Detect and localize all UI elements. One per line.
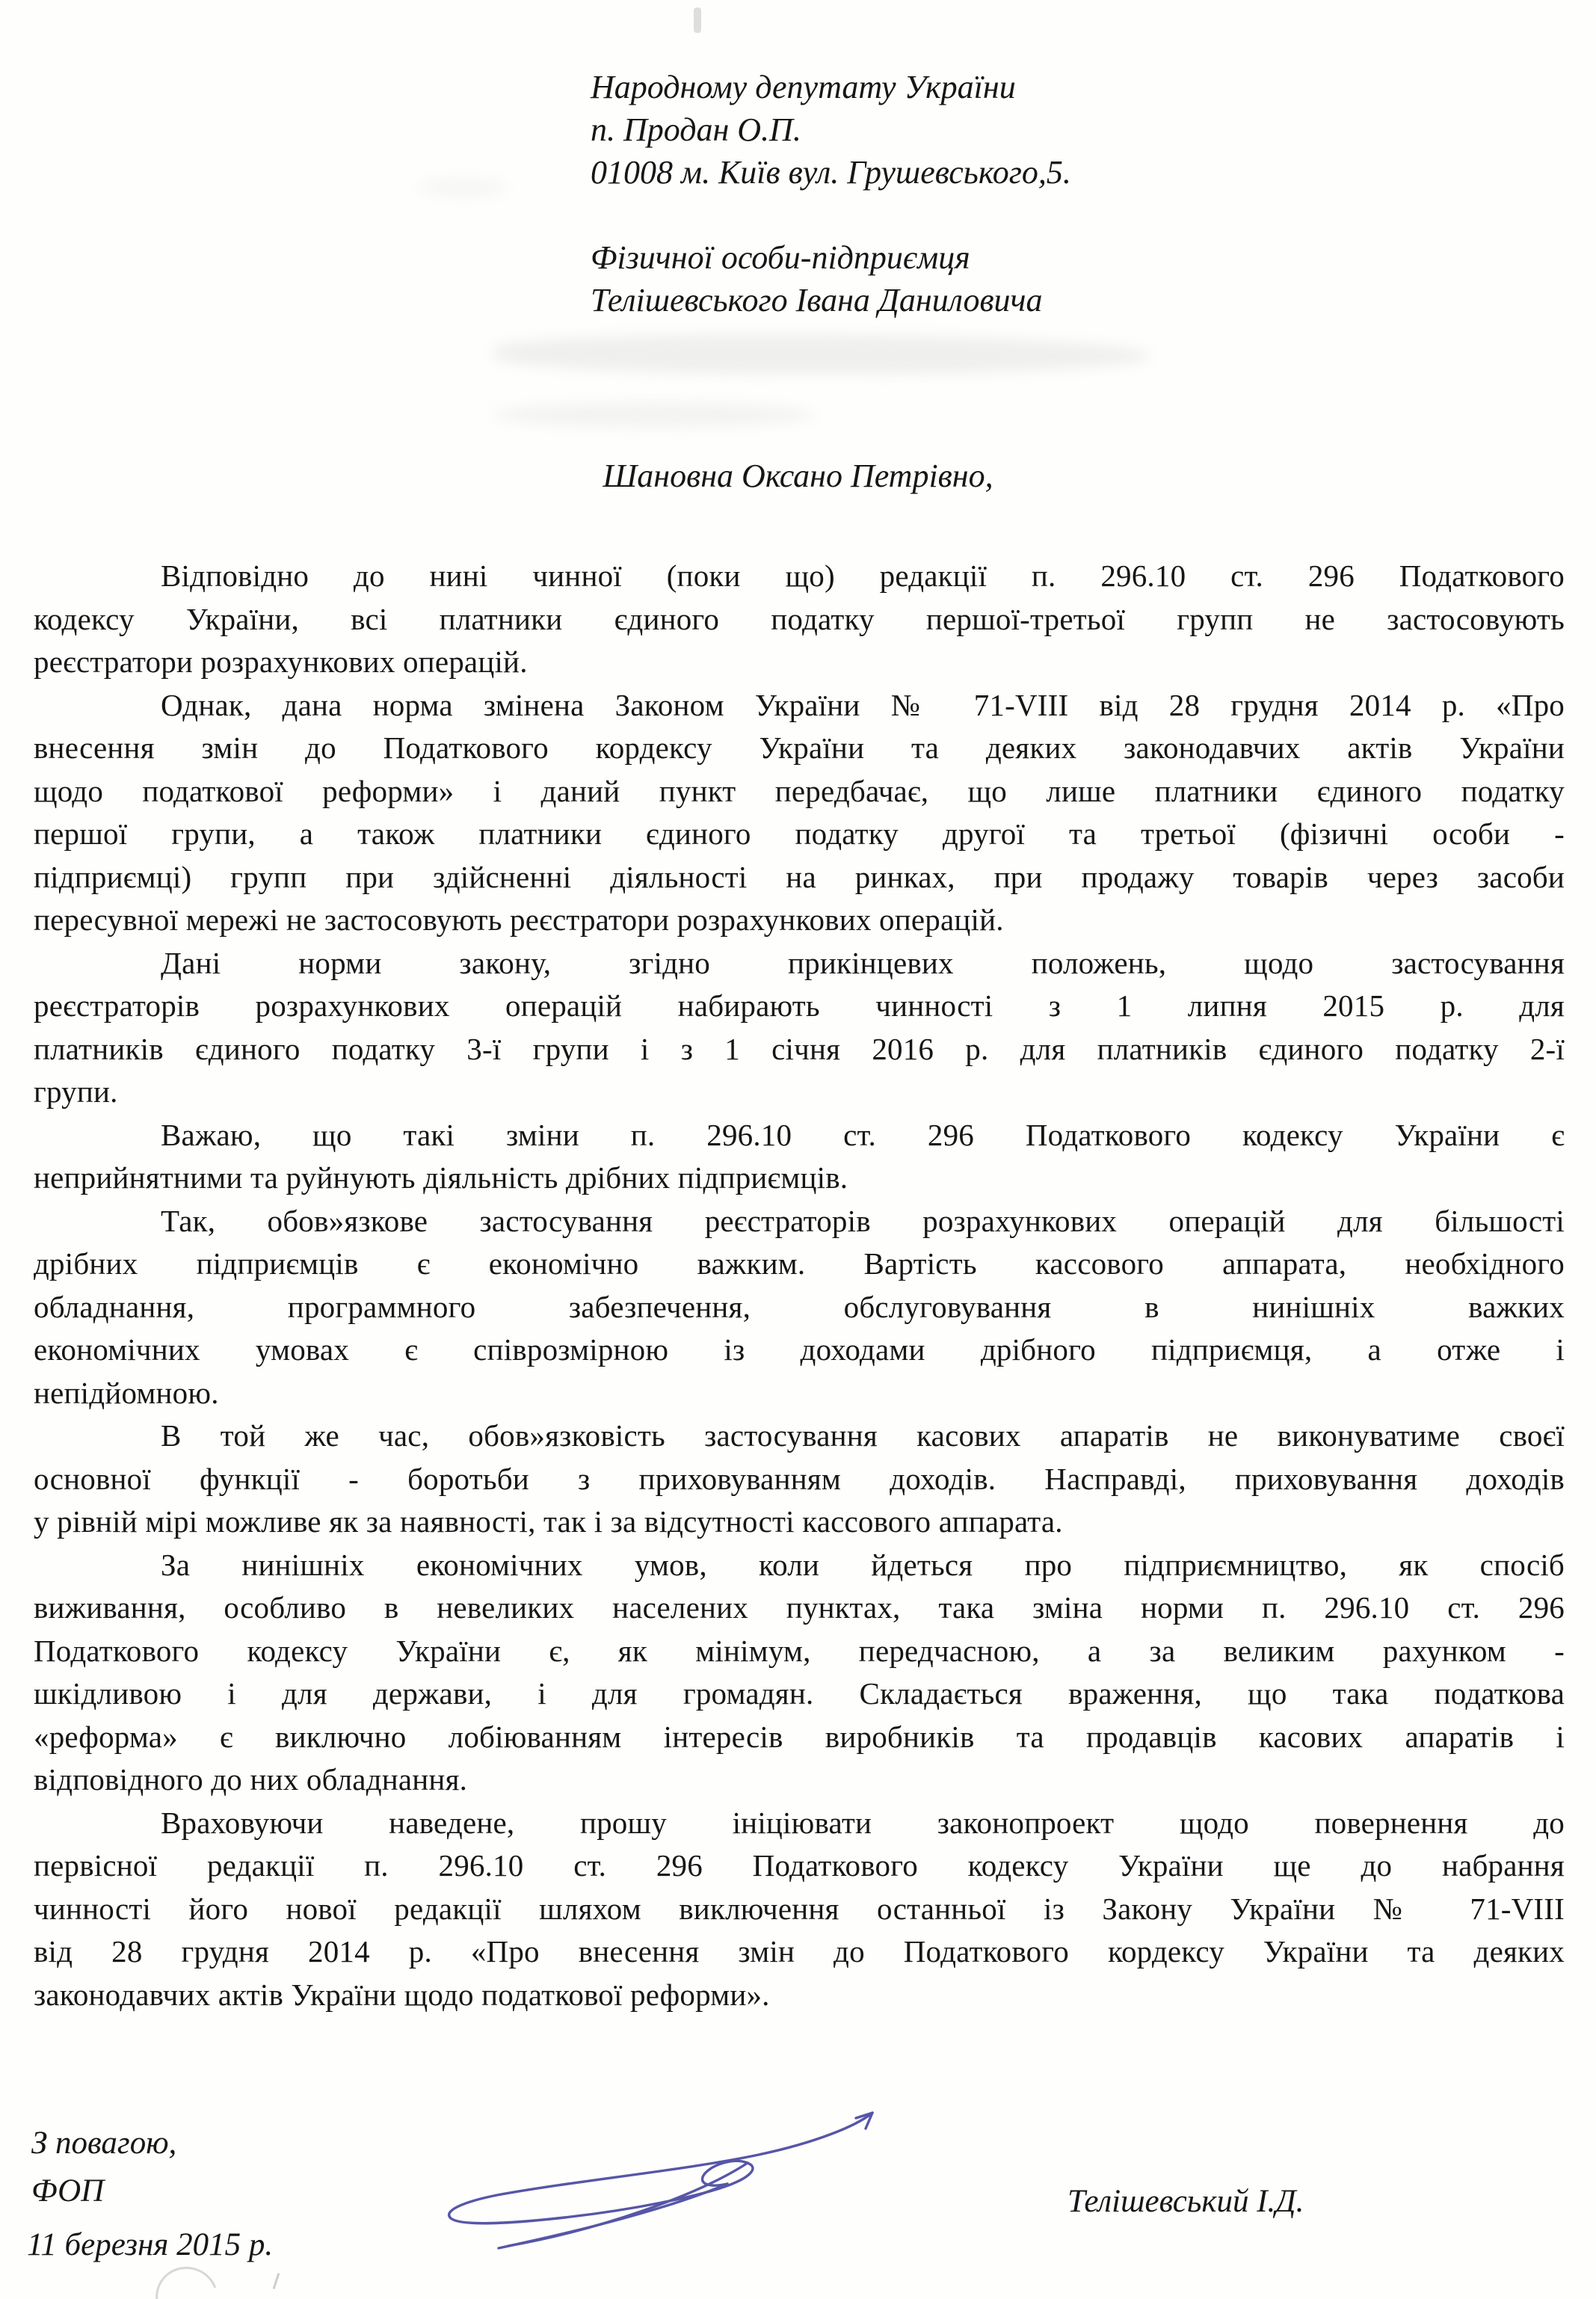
text-line: групи. (34, 1074, 118, 1109)
text-line: п. Продан О.П. (591, 111, 801, 148)
text-line: шкідливою і для держави, і для громадян. Складається враження, що така податкова (34, 1676, 1565, 1711)
text-line: чинності його нової редакції шляхом виключення останньої із Закону України № 71-VIII (34, 1891, 1565, 1926)
text-line: першої групи, а також платники єдиного податку другої та третьої (фізичні особи - (34, 816, 1565, 851)
sender-block (591, 236, 1413, 321)
text-line: економічних умовах є співрозмірною із доходами дрібного підприємця, а отже і (34, 1332, 1565, 1367)
text-line: неприйнятними та руйнують діяльність дрібних підприємців. (34, 1160, 848, 1195)
scan-smudge (493, 335, 1151, 374)
date-line: 11 березня 2015 р. (27, 2227, 274, 2262)
signatory-name: Телішевський І.Д. (1067, 2184, 1304, 2219)
closing-regards: З повагою, (31, 2126, 177, 2161)
text-line: Фізичної особи-підприємця (591, 239, 970, 276)
text-line: Так, обов»язкове застосування реєстраторів розрахункових операцій для більшості (161, 1203, 1565, 1238)
text-line: законодавчих актів України щодо податкової реформи». (34, 1977, 770, 2012)
text-line: В той же час, обов»язковість застосування касових апаратів не виконуватиме своєї (161, 1418, 1565, 1453)
text-line: непідйомною. (34, 1375, 219, 1410)
text-line: щодо податкової реформи» і даний пункт передбачає, що лише платники єдиного податку (34, 773, 1565, 808)
paragraph (34, 1802, 1565, 2017)
closing-fop: ФОП (31, 2173, 105, 2209)
paragraph (34, 1200, 1565, 1415)
text-line: реєстратори розрахункових операцій. (34, 644, 528, 679)
text-line: Дані норми закону, згідно прикінцевих положень, щодо застосування (161, 945, 1565, 980)
text-line: пересувної мережі не застосовують реєстратори розрахункових операцій. (34, 902, 1004, 937)
scan-speck (694, 7, 701, 33)
paragraph (34, 684, 1565, 942)
text-line: За нинішніх економічних умов, коли йдеться про підприємництво, як спосіб (161, 1547, 1565, 1582)
paragraph (34, 1544, 1565, 1802)
text-line: кодексу України, всі платники єдиного податку першої-третьої групп не застосовують (34, 601, 1565, 636)
text-line: Враховуючи наведене, прошу ініціювати законопроект щодо повернення до (161, 1805, 1565, 1840)
text-line: Важаю, що такі зміни п. 296.10 ст. 296 Податкового кодексу України є (161, 1117, 1565, 1152)
scan-smudge (493, 402, 815, 428)
text-line: Телішевського Івана Даниловича (591, 282, 1043, 318)
text-line: від 28 грудня 2014 р. «Про внесення змін до Податкового кордексу України та деяких (34, 1934, 1565, 1969)
paragraph (34, 1415, 1565, 1544)
text-line: обладнання, программного забезпечення, обслуговування в нинішніх важких (34, 1289, 1565, 1324)
text-line: Податкового кодексу України є, як мінімум, передчасною, а за великим рахунком - (34, 1633, 1565, 1668)
paragraph (34, 1114, 1565, 1200)
recipient-block (591, 66, 1413, 194)
text-line: Однак, дана норма змінена Законом України № 71-VIII від 28 грудня 2014 р. «Про (161, 687, 1565, 722)
letter-header (591, 66, 1413, 321)
handwritten-signature (407, 2092, 953, 2260)
text-line: реєстраторів розрахункових операцій набирають чинності з 1 липня 2015 р. для (34, 988, 1565, 1023)
scan-stain (273, 2273, 280, 2289)
letter-body (34, 555, 1565, 2016)
header-spacer (591, 194, 1413, 236)
text-line: первісної редакції п. 296.10 ст. 296 Податкового кодексу України ще до набрання (34, 1848, 1565, 1883)
paragraph (34, 555, 1565, 684)
text-line: у рівній мірі можливе як за наявності, так і за відсутності кассового аппарата. (34, 1504, 1063, 1539)
salutation: Шановна Оксано Петрівно, (603, 458, 993, 494)
paragraph (34, 942, 1565, 1114)
text-line: Відповідно до нині чинної (поки що) редакції п. 296.10 ст. 296 Податкового (161, 558, 1565, 593)
text-line: внесення змін до Податкового кордексу України та деяких законодавчих актів України (34, 730, 1565, 765)
text-line: «реформа» є виключно лобіюванням інтересів виробників та продавців касових апаратів і (34, 1719, 1565, 1754)
text-line: виживання, особливо в невеликих населених пунктах, така зміна норми п. 296.10 ст. 296 (34, 1590, 1565, 1625)
text-line: 01008 м. Київ вул. Грушевського,5. (591, 154, 1071, 191)
scan-smudge (419, 178, 508, 197)
text-line: дрібних підприємців є економічно важким. Вартість кассового аппарата, необхідного (34, 1246, 1565, 1281)
text-line: платників єдиного податку 3-ї групи і з 1 січня 2016 р. для платників єдиного податку 2-ї (34, 1031, 1565, 1066)
text-line: підприємці) групп при здійсненні діяльності на ринках, при продажу товарів через засоби (34, 859, 1565, 894)
text-line: Народному депутату України (591, 69, 1016, 105)
text-line: основної функції - боротьби з приховуванням доходів. Насправді, приховування доходів (34, 1461, 1565, 1496)
text-line: відповідного до них обладнання. (34, 1762, 468, 1797)
